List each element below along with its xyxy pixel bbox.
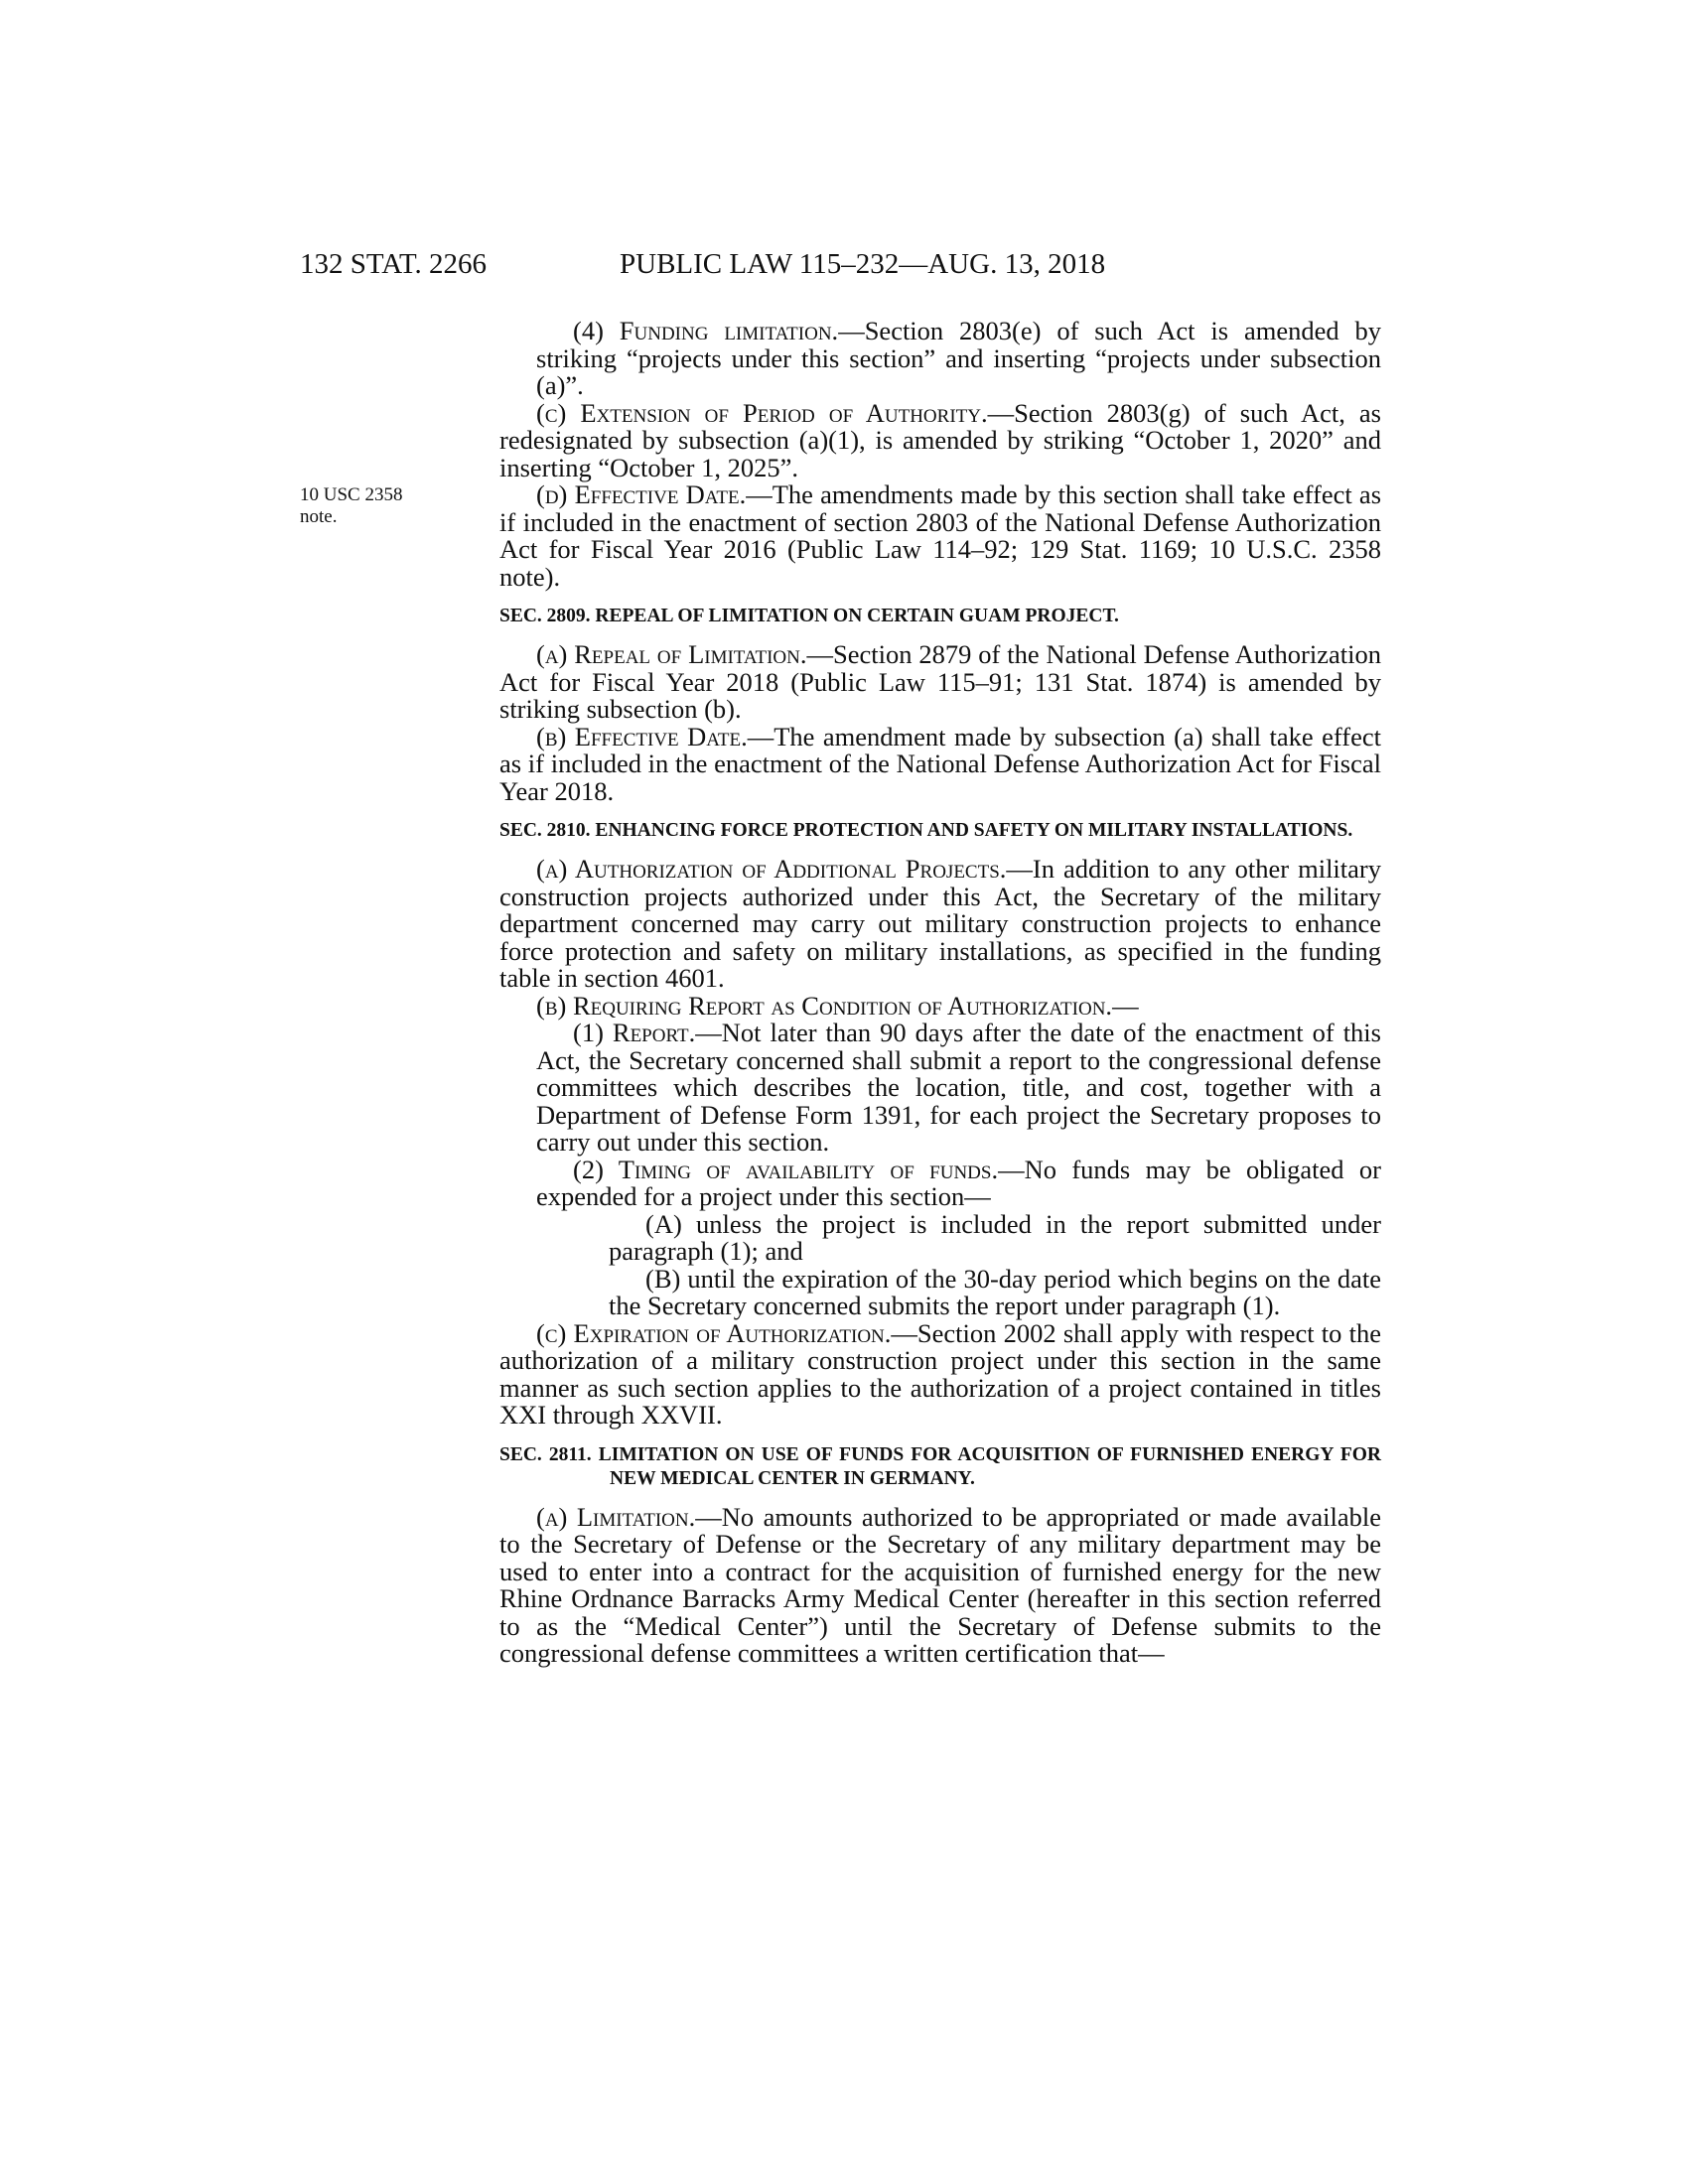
section-heading-2811: SEC. 2811. LIMITATION ON USE OF FUNDS FOR ACQUISITION OF FURNISHED ENERGY FOR NEW MEDICAL CENTER IN GERMANY. — [499, 1443, 1381, 1489]
law-text — [499, 318, 1381, 1668]
paragraph-heading: (d) Effective Date. — [536, 479, 747, 509]
margin-citation-line: note. — [300, 506, 338, 527]
paragraph-text: —Not later than 90 days after the date of the enactment of this Act, the Secretary concerned shall submit a report to the congressional defense committees which describes the location, title, and cost, together with a Department of Defense Form 1391, for each project the Secretary proposes to carry out under this section. — [536, 1018, 1381, 1157]
margin-citation-line: 10 USC 2358 — [300, 484, 403, 505]
paragraph-extension-of-period — [499, 397, 1381, 482]
paragraph-expiration — [499, 1317, 1381, 1430]
paragraph-timing-of-funds — [499, 1154, 1381, 1211]
paragraph-text: —No funds may be obligated or expended for a project under this section— — [536, 1154, 1381, 1211]
paragraph-text: —Section 2879 of the National Defense Authorization Act for Fiscal Year 2018 (Public Law 115–91; 131 Stat. 1874) is amended by striking subsection (b). — [499, 639, 1381, 724]
paragraph-text: —Section 2803(e) of such Act is amended by striking “projects under this section” and inserting “projects under subsection (a)”. — [536, 316, 1381, 400]
section-heading-2809: SEC. 2809. REPEAL OF LIMITATION ON CERTAIN GUAM PROJECT. — [499, 606, 1119, 626]
paragraph-report — [499, 1020, 1381, 1157]
paragraph-text: —Section 2002 shall apply with respect to the authorization of a military construction project under this section in the same manner as such section applies to the authorization of a project contained in titles XXI through XXVII. — [499, 1317, 1381, 1430]
paragraph-repeal-of-limitation — [499, 641, 1381, 724]
paragraph-heading: (4) Funding limitation. — [573, 316, 839, 345]
paragraph-heading: (a) Limitation. — [536, 1501, 696, 1532]
paragraph-limitation — [499, 1501, 1382, 1668]
paragraph-text: —The amendment made by subsection (a) shall take effect as if included in the enactment of the National Defense Authorization Act for Fiscal Year 2018. — [499, 721, 1381, 806]
paragraph-requiring-report — [499, 990, 1381, 1021]
paragraph-heading: (b) Effective Date. — [536, 721, 748, 751]
subparagraph-a: (A) unless the project is included in the report submitted under paragraph (1); and — [609, 1208, 1381, 1266]
paragraph-text: —In addition to any other military construction projects authorized under this Act, the Secretary of the military department concerned may carry out military construction projects to enhance force protection and safety on military installations, as specified in the funding table in section 4601. — [499, 854, 1381, 993]
subparagraph-b: (B) until the expiration of the 30-day period which begins on the date the Secretary concerned submits the report under paragraph (1). — [609, 1263, 1381, 1320]
margin-citation — [300, 484, 402, 528]
paragraph-heading: (2) Timing of availability of funds. — [573, 1154, 999, 1184]
section-heading-2810: SEC. 2810. ENHANCING FORCE PROTECTION AND SAFETY ON MILITARY INSTALLATIONS. — [499, 820, 1353, 841]
paragraph-effective-date-2809 — [499, 721, 1381, 806]
paragraph-heading: (1) Report. — [573, 1018, 696, 1047]
paragraph-additional-projects — [499, 856, 1381, 993]
running-title: PUBLIC LAW 115–232—AUG. 13, 2018 — [620, 248, 1106, 280]
paragraph-effective-date — [499, 481, 1381, 591]
paragraph-heading: (c) Expiration of Authorization. — [536, 1317, 892, 1348]
page-reference: 132 STAT. 2266 — [300, 248, 488, 280]
paragraph-text: —The amendments made by this section shall take effect as if included in the enactment of section 2803 of the National Defense Authorization Act for Fiscal Year 2016 (Public Law 114–92; 129 Stat. 1169; 10 U.S.C. 2358 note). — [499, 479, 1382, 592]
paragraph-heading: (a) Repeal of Limitation. — [536, 639, 807, 669]
page-header — [300, 248, 1228, 288]
paragraph-funding-limitation — [499, 318, 1381, 400]
paragraph-text: —Section 2803(g) of such Act, as redesignated by subsection (a)(1), is amended by striking “October 1, 2020” and inserting “October 1, 2025”. — [499, 397, 1381, 482]
paragraph-heading: (a) Authorization of Additional Projects. — [536, 854, 1007, 884]
paragraph-text: — — [1112, 990, 1139, 1021]
paragraph-text: —No amounts authorized to be appropriated or made available to the Secretary of Defense or the Secretary of any military department may be used to enter into a contract for the acquisition of furnished energy for the new Rhine Ordnance Barracks Army Medical Center (hereafter in this section referred to as the “Medical Center”) until the Secretary of Defense submits to the congressional defense committees a written certification that— — [499, 1501, 1382, 1668]
paragraph-heading: (c) Extension of Period of Authority. — [536, 397, 988, 428]
paragraph-heading: (b) Requiring Report as Condition of Authorization. — [536, 990, 1113, 1021]
